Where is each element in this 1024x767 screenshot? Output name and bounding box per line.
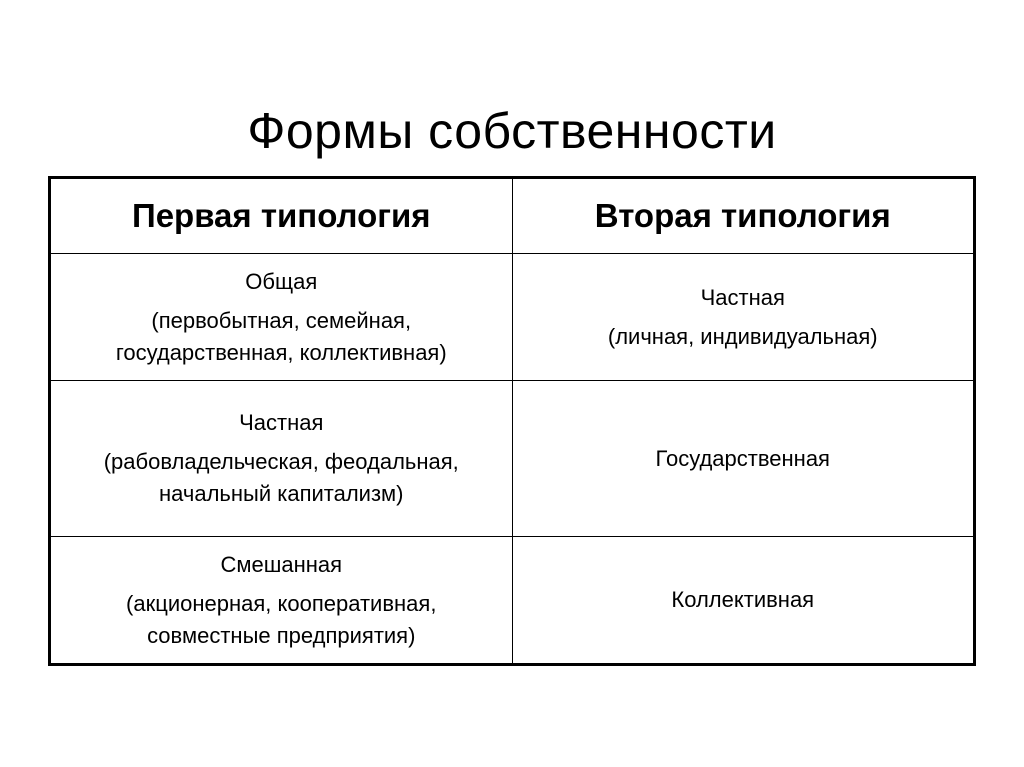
ownership-form-details: (рабовладельческая, феодальная, начальный капитализм) bbox=[103, 449, 459, 506]
second-typology-cell bbox=[512, 537, 975, 665]
ownership-form-details: (личная, индивидуальная) bbox=[607, 323, 878, 349]
page-title: Формы собственности bbox=[247, 102, 777, 159]
table-body bbox=[50, 254, 975, 665]
ownership-form-name: Государственная bbox=[655, 445, 830, 471]
second-typology-cell bbox=[512, 381, 975, 537]
table-row bbox=[50, 381, 975, 537]
ownership-form-details: (первобытная, семейная, государственная, коллективная) bbox=[115, 307, 447, 365]
table-row bbox=[50, 537, 975, 665]
ownership-form-name: Коллективная bbox=[671, 587, 815, 612]
header-second-typology: Вторая типология bbox=[512, 178, 975, 254]
first-typology-cell bbox=[50, 254, 513, 381]
first-typology-cell bbox=[50, 381, 513, 537]
table-header bbox=[50, 178, 975, 254]
ownership-form-name: Смешанная bbox=[220, 551, 343, 577]
header-first-typology: Первая типология bbox=[50, 178, 513, 254]
ownership-forms-table bbox=[48, 176, 976, 666]
ownership-form-name: Общая bbox=[245, 268, 318, 294]
ownership-form-name: Частная bbox=[239, 410, 324, 435]
header-row bbox=[50, 178, 975, 254]
second-typology-cell bbox=[512, 254, 975, 381]
ownership-form-name: Частная bbox=[700, 284, 785, 310]
ownership-form-details: (акционерная, кооперативная, совместные предприятия) bbox=[126, 590, 437, 648]
first-typology-cell bbox=[50, 537, 513, 665]
table-row bbox=[50, 254, 975, 381]
